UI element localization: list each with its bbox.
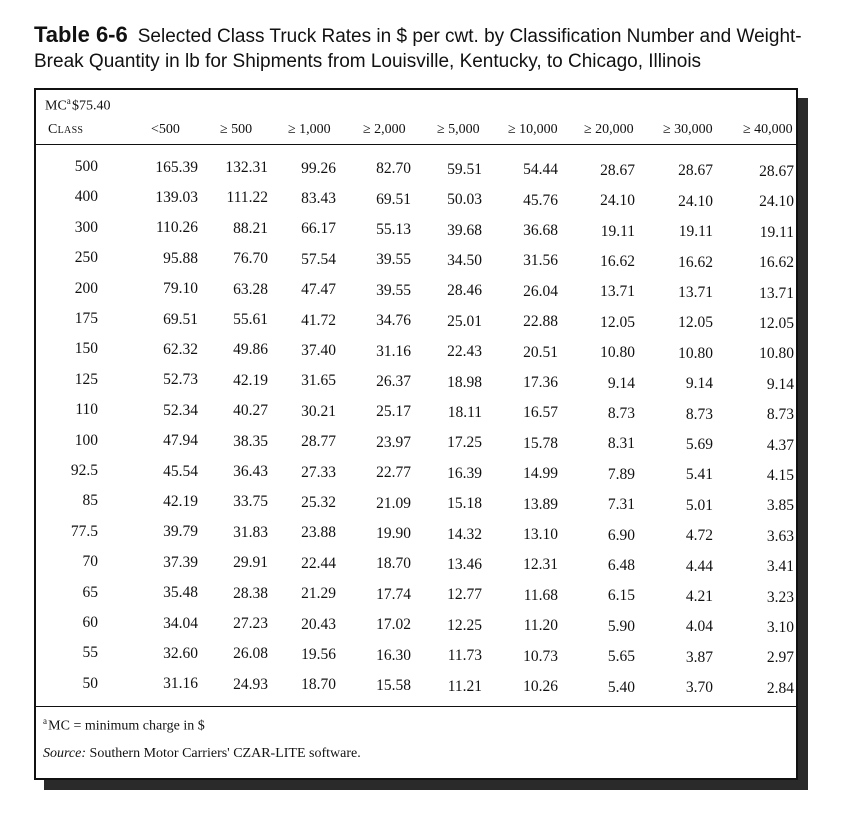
column-header-ge30000: ≥ 30,000 xyxy=(663,122,713,137)
rate-cell: 19.11 xyxy=(600,222,635,240)
rate-cell: 25.32 xyxy=(301,494,336,512)
rate-cell: 3.85 xyxy=(766,497,794,515)
rate-cell: 17.25 xyxy=(447,434,482,452)
rate-cell: 69.51 xyxy=(163,310,198,328)
table-row xyxy=(36,584,796,614)
rate-cell: 37.39 xyxy=(163,553,198,571)
table-row xyxy=(36,492,796,522)
table-row xyxy=(36,401,796,431)
rate-cell: 11.21 xyxy=(447,677,482,695)
rate-cell: 132.31 xyxy=(225,159,268,177)
rate-cell: 9.14 xyxy=(685,375,713,393)
rate-cell: 16.62 xyxy=(600,253,635,271)
footnote-mc xyxy=(43,716,205,735)
rate-cell: 55.61 xyxy=(233,311,268,329)
rate-cell: 13.71 xyxy=(600,283,635,301)
rate-cell: 99.26 xyxy=(301,159,336,177)
source-label: Source: xyxy=(43,746,87,761)
rate-cell: 26.04 xyxy=(523,282,558,300)
rate-cell: 7.89 xyxy=(607,465,635,483)
footnote-text: MC = minimum charge in $ xyxy=(48,718,205,734)
table-row xyxy=(36,644,796,674)
rate-cell: 16.62 xyxy=(678,253,713,271)
rate-cell: 13.89 xyxy=(523,495,558,513)
rate-cell: 13.10 xyxy=(523,526,558,544)
rate-cell: 4.15 xyxy=(766,466,794,484)
rate-cell: 17.36 xyxy=(523,374,558,392)
mc-footnote-marker: a xyxy=(66,96,71,106)
rate-cell: 16.30 xyxy=(376,646,411,664)
rate-cell: 63.28 xyxy=(233,280,268,298)
rate-cell: 25.01 xyxy=(447,312,482,330)
rate-cell: 16.39 xyxy=(447,464,482,482)
rate-cell: 11.73 xyxy=(447,647,482,665)
rate-cell: 45.76 xyxy=(523,191,558,209)
rate-cell: 5.65 xyxy=(607,648,635,666)
table-row xyxy=(36,158,796,188)
rate-cell: 79.10 xyxy=(163,280,198,298)
rate-cell: 3.70 xyxy=(685,679,713,697)
rate-cell: 28.77 xyxy=(301,433,336,451)
rate-cell: 12.05 xyxy=(600,313,635,331)
rate-cell: 18.70 xyxy=(376,555,411,573)
rate-cell: 39.79 xyxy=(163,523,198,541)
rate-cell: 39.55 xyxy=(376,281,411,299)
rate-cell: 34.50 xyxy=(447,251,482,269)
rate-cell: 23.97 xyxy=(376,433,411,451)
column-header-ge2000: ≥ 2,000 xyxy=(363,122,406,137)
rate-cell: 36.43 xyxy=(233,463,268,481)
table-row xyxy=(36,371,796,401)
column-header-ge10000: ≥ 10,000 xyxy=(508,122,558,137)
rate-cell: 26.37 xyxy=(376,372,411,390)
rate-cell: 111.22 xyxy=(226,189,268,207)
rate-cell: 24.93 xyxy=(233,675,268,693)
rate-cell: 28.67 xyxy=(678,162,713,180)
table-row xyxy=(36,523,796,553)
rate-cell: 20.43 xyxy=(301,615,336,633)
rate-cell: 5.90 xyxy=(607,617,635,635)
rate-cell: 9.14 xyxy=(766,375,794,393)
rate-cell: 22.88 xyxy=(523,313,558,331)
rate-cell: 21.09 xyxy=(376,494,411,512)
rate-cell: 28.67 xyxy=(600,161,635,179)
mc-value: $75.40 xyxy=(71,98,111,114)
rate-cell: 27.33 xyxy=(301,463,336,481)
rate-cell: 12.25 xyxy=(447,616,482,634)
rate-cell: 8.73 xyxy=(685,405,713,423)
rate-cell: 12.77 xyxy=(447,586,482,604)
rate-cell: 4.21 xyxy=(685,587,713,605)
rate-cell: 24.10 xyxy=(759,193,794,211)
rate-cell: 76.70 xyxy=(233,250,268,268)
minimum-charge xyxy=(45,96,110,115)
rate-cell: 5.01 xyxy=(685,496,713,514)
rate-cell: 32.60 xyxy=(163,644,198,662)
rate-cell: 2.84 xyxy=(766,679,794,697)
class-cell: 175 xyxy=(74,310,98,327)
rate-cell: 29.91 xyxy=(233,554,268,572)
rate-cell: 31.83 xyxy=(233,523,268,541)
rate-cell: 15.58 xyxy=(376,676,411,694)
rate-cell: 30.21 xyxy=(301,402,336,420)
class-cell: 250 xyxy=(74,249,98,267)
rate-cell: 10.26 xyxy=(523,678,558,696)
rate-cell: 39.68 xyxy=(447,221,482,239)
class-cell: 65 xyxy=(82,583,98,601)
column-header-ge20000: ≥ 20,000 xyxy=(584,122,634,137)
table-row xyxy=(36,432,796,462)
rate-table xyxy=(34,88,798,780)
rate-cell: 66.17 xyxy=(301,220,336,238)
rate-cell: 37.40 xyxy=(301,342,336,360)
rate-cell: 5.41 xyxy=(685,466,713,484)
footnote-marker: a xyxy=(43,716,47,726)
rate-cell: 3.41 xyxy=(766,558,794,576)
rate-cell: 18.70 xyxy=(301,676,336,694)
rate-cell: 3.10 xyxy=(766,618,794,636)
table-row xyxy=(36,553,796,583)
rate-cell: 31.16 xyxy=(163,675,198,693)
rate-cell: 34.76 xyxy=(376,312,411,330)
rate-cell: 3.23 xyxy=(766,588,794,606)
rate-cell: 55.13 xyxy=(376,220,411,238)
rate-cell: 31.56 xyxy=(523,252,558,270)
rate-cell: 19.56 xyxy=(301,646,336,664)
class-cell: 60 xyxy=(82,614,98,631)
rate-cell: 22.43 xyxy=(447,343,482,361)
header-rule xyxy=(36,144,796,145)
rate-cell: 88.21 xyxy=(233,219,268,237)
rate-cell: 45.54 xyxy=(163,462,198,480)
table-row xyxy=(36,310,796,340)
rate-cell: 19.11 xyxy=(759,223,794,241)
rate-cell: 27.23 xyxy=(233,615,268,633)
rate-cell: 23.88 xyxy=(301,524,336,542)
rate-cell: 20.51 xyxy=(523,343,558,361)
class-cell: 125 xyxy=(74,370,98,388)
class-cell: 400 xyxy=(74,188,98,206)
rate-cell: 42.19 xyxy=(233,371,268,389)
column-header-ge40000: ≥ 40,000 xyxy=(743,122,793,137)
rate-cell: 12.05 xyxy=(759,314,794,332)
source-text: Southern Motor Carriers' CZAR-LITE software. xyxy=(89,746,361,761)
rate-cell: 11.20 xyxy=(523,617,558,635)
rate-cell: 49.86 xyxy=(233,341,268,359)
rate-cell: 6.48 xyxy=(607,557,635,575)
rate-cell: 13.46 xyxy=(447,555,482,573)
rate-cell: 17.02 xyxy=(376,616,411,634)
rate-cell: 5.40 xyxy=(607,678,635,696)
table-row xyxy=(36,340,796,370)
rate-cell: 35.48 xyxy=(163,584,198,602)
column-header-ge5000: ≥ 5,000 xyxy=(437,122,480,137)
table-row xyxy=(36,675,796,705)
rate-cell: 50.03 xyxy=(447,191,482,209)
rate-cell: 38.35 xyxy=(233,432,268,450)
mc-label: MC xyxy=(45,98,67,114)
table-row xyxy=(36,219,796,249)
class-cell: 77.5 xyxy=(70,522,98,540)
table-row xyxy=(36,462,796,492)
rate-cell: 5.69 xyxy=(685,435,713,453)
rate-cell: 47.94 xyxy=(163,432,198,450)
rate-cell: 4.04 xyxy=(685,618,713,636)
rate-cell: 28.38 xyxy=(233,584,268,602)
rate-cell: 15.78 xyxy=(523,434,558,452)
rate-cell: 21.29 xyxy=(301,585,336,603)
table-row xyxy=(36,280,796,310)
rate-cell: 16.62 xyxy=(759,254,794,272)
rate-cell: 28.67 xyxy=(759,162,794,180)
rate-cell: 110.26 xyxy=(155,219,198,237)
rate-cell: 6.15 xyxy=(607,587,635,605)
rate-cell: 8.73 xyxy=(607,405,635,423)
rate-cell: 54.44 xyxy=(523,161,558,179)
rate-cell: 52.34 xyxy=(163,401,198,419)
class-cell: 92.5 xyxy=(70,462,98,479)
rate-cell: 39.55 xyxy=(376,251,411,269)
class-cell: 150 xyxy=(74,340,98,358)
table-row xyxy=(36,188,796,218)
rate-cell: 4.37 xyxy=(766,436,794,454)
rate-cell: 24.10 xyxy=(678,192,713,210)
rate-cell: 16.57 xyxy=(523,404,558,422)
rate-cell: 31.65 xyxy=(301,372,336,390)
rate-cell: 62.32 xyxy=(163,340,198,358)
rate-cell: 2.97 xyxy=(766,649,794,667)
rate-cell: 69.51 xyxy=(376,190,411,208)
rate-cell: 57.54 xyxy=(301,250,336,268)
column-header-ge1000: ≥ 1,000 xyxy=(288,122,331,137)
class-cell: 70 xyxy=(82,553,98,571)
table-row xyxy=(36,614,796,644)
class-cell: 85 xyxy=(82,492,98,510)
rate-cell: 10.80 xyxy=(600,344,635,362)
class-cell: 500 xyxy=(74,158,98,175)
rate-cell: 33.75 xyxy=(233,493,268,511)
footer-rule xyxy=(36,706,796,707)
rate-cell: 12.31 xyxy=(523,556,558,574)
rate-cell: 36.68 xyxy=(523,222,558,240)
rate-cell: 165.39 xyxy=(155,158,198,176)
rate-cell: 40.27 xyxy=(233,402,268,420)
rate-cell: 4.44 xyxy=(685,557,713,575)
rate-cell: 15.18 xyxy=(447,495,482,513)
rate-cell: 34.04 xyxy=(163,614,198,632)
rate-cell: 3.63 xyxy=(766,527,794,545)
rate-cell: 25.17 xyxy=(376,403,411,421)
rate-cell: 10.73 xyxy=(523,647,558,665)
rate-cell: 9.14 xyxy=(607,374,635,392)
table-row xyxy=(36,249,796,279)
rate-cell: 59.51 xyxy=(447,160,482,178)
rate-cell: 52.73 xyxy=(163,371,198,389)
rate-cell: 47.47 xyxy=(301,281,336,299)
column-header-ge500: ≥ 500 xyxy=(220,122,253,137)
table-label: Table 6-6 xyxy=(34,22,128,47)
rate-cell: 11.68 xyxy=(523,586,558,604)
class-cell: 200 xyxy=(74,279,98,297)
rate-cell: 17.74 xyxy=(376,585,411,603)
rate-cell: 42.19 xyxy=(163,492,198,510)
rate-cell: 8.31 xyxy=(607,435,635,453)
rate-cell: 10.80 xyxy=(759,345,794,363)
class-cell: 50 xyxy=(82,674,98,692)
class-cell: 300 xyxy=(74,218,98,236)
rate-cell: 7.31 xyxy=(607,496,635,514)
rate-cell: 24.10 xyxy=(600,192,635,210)
rate-cell: 22.44 xyxy=(301,554,336,572)
rate-cell: 8.73 xyxy=(766,406,794,424)
class-cell: 55 xyxy=(82,644,98,662)
rate-cell: 28.46 xyxy=(447,282,482,300)
rate-cell: 4.72 xyxy=(685,527,713,545)
column-header-class: Class xyxy=(48,122,84,137)
rate-cell: 18.98 xyxy=(447,373,482,391)
rate-cell: 14.99 xyxy=(523,465,558,483)
rate-cell: 14.32 xyxy=(447,525,482,543)
rate-cell: 22.77 xyxy=(376,464,411,482)
column-header-lt500: <500 xyxy=(151,122,180,137)
table-title: Selected Class Truck Rates in $ per cwt. by Classification Number and Weight-Break Quantity in lb for Shipments from Louisville, Kentucky, to Chicago, Illinois xyxy=(34,26,802,72)
rate-cell: 95.88 xyxy=(163,249,198,267)
rate-cell: 31.16 xyxy=(376,342,411,360)
rate-cell: 12.05 xyxy=(678,314,713,332)
rate-cell: 26.08 xyxy=(233,645,268,663)
rate-cell: 13.71 xyxy=(678,283,713,301)
rate-cell: 41.72 xyxy=(301,311,336,329)
class-cell: 110 xyxy=(75,401,98,419)
class-cell: 100 xyxy=(74,431,98,449)
rate-cell: 3.87 xyxy=(685,648,713,666)
rate-cell: 19.11 xyxy=(678,223,713,241)
footnote-source xyxy=(43,746,361,762)
table-caption xyxy=(34,22,834,74)
rate-cell: 139.03 xyxy=(155,188,198,206)
rate-cell: 18.11 xyxy=(447,403,482,421)
rate-cell: 13.71 xyxy=(759,284,794,302)
rate-cell: 19.90 xyxy=(376,524,411,542)
rate-cell: 83.43 xyxy=(301,190,336,208)
rate-cell: 10.80 xyxy=(678,344,713,362)
rate-cell: 82.70 xyxy=(376,160,411,178)
rate-cell: 6.90 xyxy=(607,526,635,544)
